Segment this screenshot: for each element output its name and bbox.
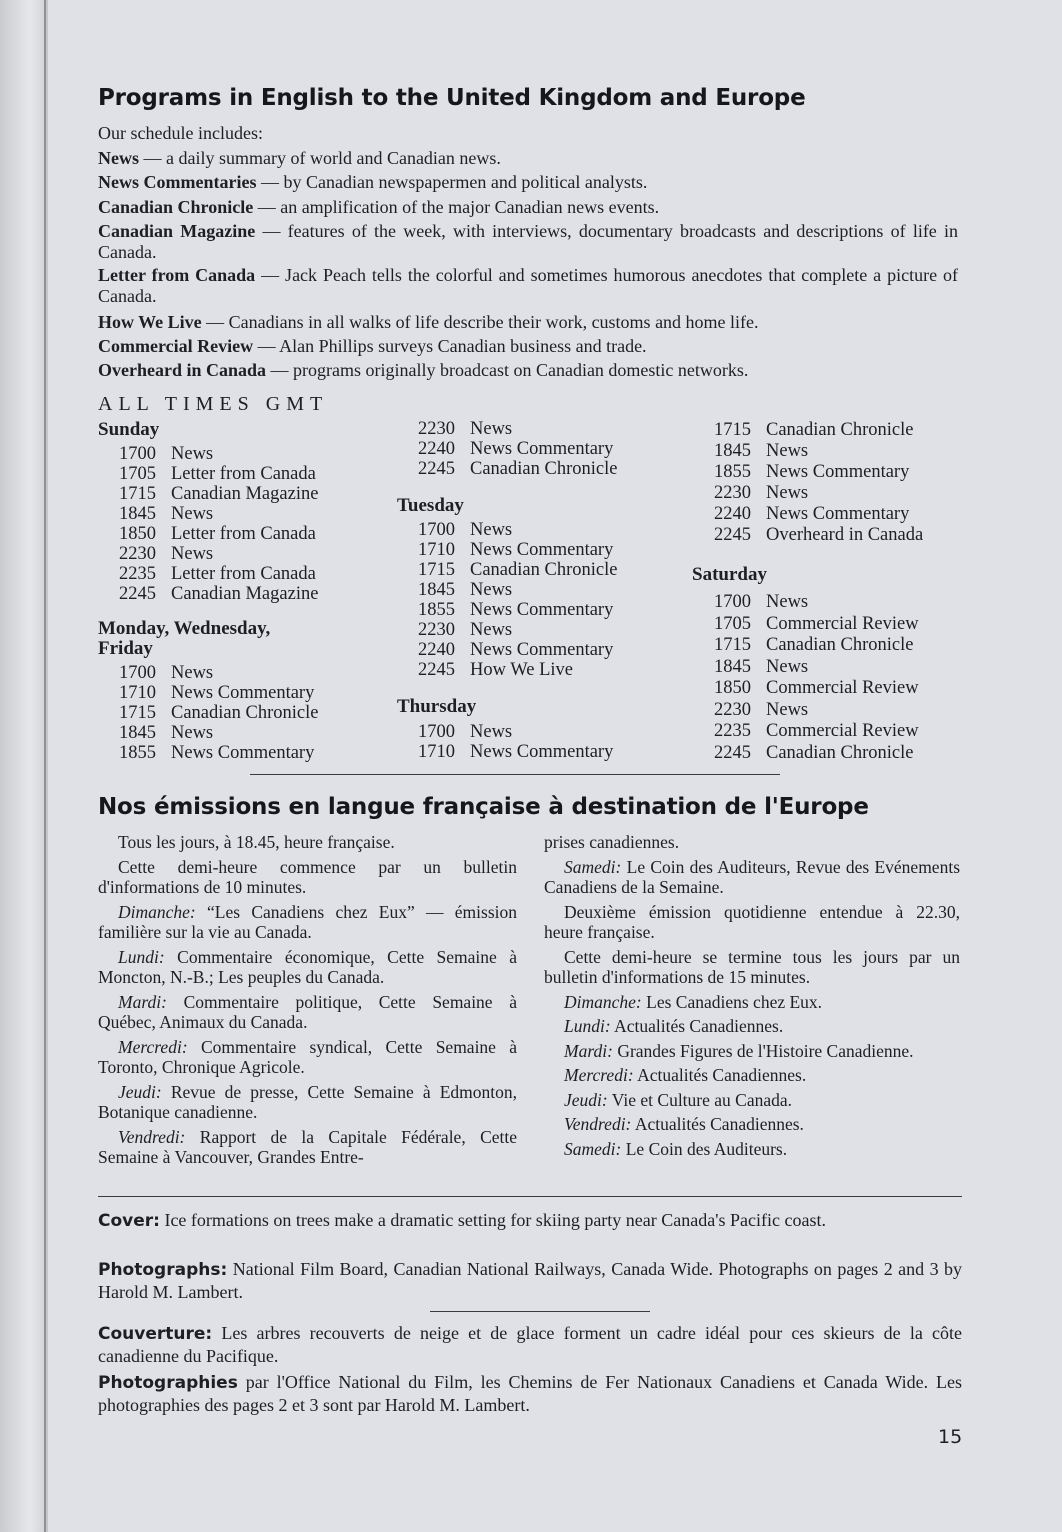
schedule-entry: 2230 News bbox=[119, 544, 214, 564]
french-programs-title: Nos émissions en langue française à destination de l'Europe bbox=[98, 794, 869, 820]
schedule-tuesday bbox=[418, 520, 617, 680]
schedule-entry: 2230 News bbox=[714, 483, 809, 503]
day-mwf-line2: Friday bbox=[98, 638, 153, 659]
day-thursday: Thursday bbox=[397, 696, 477, 717]
schedule-entry: 2230 News bbox=[418, 620, 513, 640]
program-name: News bbox=[98, 148, 139, 168]
schedule-entry: 2245 Canadian Chronicle bbox=[714, 742, 914, 763]
schedule-entry: 1715 Canadian Chronicle bbox=[119, 703, 319, 723]
program-name: News Commentaries bbox=[98, 172, 257, 192]
couverture-credit bbox=[98, 1322, 962, 1367]
schedule-entry: 2240 News Commentary bbox=[418, 640, 614, 660]
program-description: — features of the week, with interviews, documentary broadcasts and descriptions of life in Canada. bbox=[98, 221, 959, 262]
schedule-entry: 1845 News bbox=[119, 504, 214, 524]
french-day-entry: Vendredi: Actualités Canadiennes. bbox=[564, 1114, 804, 1134]
french-paragraph: Cette demi-heure commence par un bulletin d'informations de 10 minutes. bbox=[98, 856, 517, 897]
french-day-entry: Jeudi: Revue de presse, Cette Semaine à Edmonton, Botanique canadienne. bbox=[98, 1081, 517, 1122]
schedule-entry: 1850 Letter from Canada bbox=[119, 524, 316, 544]
program-name: Canadian Magazine bbox=[98, 221, 256, 241]
schedule-entry: 1855 News Commentary bbox=[119, 743, 315, 763]
french-day-entry: Samedi: Le Coin des Auditeurs. bbox=[564, 1138, 788, 1159]
schedule-entry: 1715 Canadian Chronicle bbox=[714, 635, 914, 655]
schedule-entry: 1845 News bbox=[418, 580, 513, 600]
page-number: 15 bbox=[938, 1426, 963, 1448]
french-day-entry: Lundi: Actualités Canadiennes. bbox=[564, 1016, 784, 1036]
program-description: — a daily summary of world and Canadian news. bbox=[143, 148, 501, 168]
credits-divider bbox=[98, 1196, 962, 1197]
program-description: — Canadians in all walks of life describe their work, customs and home life. bbox=[206, 312, 759, 332]
program-desc-overheard-in-canada bbox=[98, 359, 748, 381]
french-day-entry: Dimanche: “Les Canadiens chez Eux” — émission familière sur la vie au Canada. bbox=[98, 901, 517, 942]
schedule-entry: 2245 Canadian Magazine bbox=[119, 584, 319, 604]
schedule-entry: 2230 News bbox=[418, 419, 513, 439]
schedule-entry: 1845 News bbox=[714, 441, 809, 461]
section-divider bbox=[250, 774, 780, 775]
program-desc-commercial-review bbox=[98, 335, 647, 357]
schedule-mwf-continued bbox=[418, 419, 617, 479]
program-name: Commercial Review bbox=[98, 336, 254, 356]
program-description: — by Canadian newspapermen and political analysts. bbox=[260, 172, 648, 192]
english-programs-title: Programs in English to the United Kingdom and Europe bbox=[98, 85, 806, 111]
schedule-entry: 1850 Commercial Review bbox=[714, 678, 919, 698]
day-monday-wednesday-friday: Monday, Wednesday, bbox=[98, 618, 271, 639]
credit-label: Couverture: bbox=[98, 1324, 213, 1344]
schedule-entry: 2245 Overheard in Canada bbox=[714, 525, 924, 545]
schedule-entry: 1855 News Commentary bbox=[714, 462, 910, 482]
schedule-thursday-continued bbox=[714, 420, 923, 546]
program-desc-letter-from-canada bbox=[98, 265, 958, 307]
schedule-entry: 1700 News bbox=[714, 592, 809, 612]
french-paragraph: Cette demi-heure se termine tous les jours par un bulletin d'informations de 15 minutes. bbox=[544, 946, 960, 987]
program-desc-canadian-chronicle bbox=[98, 196, 659, 218]
program-desc-news bbox=[98, 147, 501, 169]
schedule-entry: 1845 News bbox=[714, 656, 809, 677]
french-day-entry: Mardi: Grandes Figures de l'Histoire Canadienne. bbox=[564, 1040, 914, 1061]
french-continuation: prises canadiennes. bbox=[544, 832, 680, 852]
schedule-entry: 1705 Letter from Canada bbox=[119, 464, 316, 484]
program-desc-how-we-live bbox=[98, 311, 759, 333]
program-name: Canadian Chronicle bbox=[98, 197, 254, 217]
program-description: — programs originally broadcast on Canadian domestic networks. bbox=[270, 360, 749, 380]
french-paragraph: Tous les jours, à 18.45, heure française. bbox=[118, 832, 395, 852]
times-header: ALL TIMES GMT bbox=[98, 393, 329, 415]
day-sunday: Sunday bbox=[98, 419, 160, 440]
french-day-entry: Mardi: Commentaire politique, Cette Semaine à Québec, Animaux du Canada. bbox=[98, 991, 517, 1032]
french-day-entry: Mercredi: Commentaire syndical, Cette Semaine à Toronto, Chronique Agricole. bbox=[98, 1036, 518, 1077]
french-day-entry: Mercredi: Actualités Canadiennes. bbox=[564, 1065, 807, 1085]
schedule-entry: 1845 News bbox=[119, 723, 214, 743]
day-tuesday: Tuesday bbox=[397, 495, 464, 516]
cover-credit bbox=[98, 1209, 962, 1232]
credit-label: Cover: bbox=[98, 1211, 160, 1231]
program-description: — Alan Phillips surveys Canadian business and trade. bbox=[257, 336, 647, 356]
schedule-entry: 1700 News bbox=[418, 722, 513, 742]
schedule-intro: Our schedule includes: bbox=[98, 123, 263, 143]
schedule-entry: 2245 Canadian Chronicle bbox=[418, 459, 618, 479]
schedule-sunday bbox=[119, 444, 318, 604]
schedule-saturday bbox=[714, 592, 919, 764]
french-column-left bbox=[98, 832, 517, 1172]
schedule-entry: 1705 Commercial Review bbox=[714, 613, 919, 634]
schedule-entry: 1710 News Commentary bbox=[418, 742, 614, 762]
program-name: Letter from Canada bbox=[98, 265, 256, 285]
photographs-credit bbox=[98, 1258, 962, 1303]
program-description: — Jack Peach tells the colorful and sometimes humorous anecdotes that complete a picture of Canada. bbox=[98, 265, 959, 306]
day-saturday: Saturday bbox=[692, 564, 767, 585]
french-column-right bbox=[544, 832, 960, 1163]
program-name: Overheard in Canada bbox=[98, 360, 267, 380]
schedule-entry: 2230 News bbox=[714, 699, 809, 720]
credit-label: Photographies bbox=[98, 1373, 238, 1393]
credits-small-divider bbox=[430, 1311, 650, 1312]
schedule-entry: 1715 Canadian Magazine bbox=[119, 484, 319, 504]
schedule-entry: 1710 News Commentary bbox=[418, 540, 614, 560]
credit-label: Photographs: bbox=[98, 1260, 228, 1280]
french-day-entry: Vendredi: Rapport de la Capitale Fédérale, Cette Semaine à Vancouver, Grandes Entre- bbox=[98, 1126, 517, 1167]
photographies-credit bbox=[98, 1371, 962, 1416]
program-description: — an amplification of the major Canadian news events. bbox=[257, 197, 660, 217]
schedule-mwf bbox=[119, 663, 318, 763]
french-day-entry: Samedi: Le Coin des Auditeurs, Revue des Evénements Canadiens de la Semaine. bbox=[544, 856, 960, 897]
program-desc-news-commentaries bbox=[98, 171, 647, 193]
french-day-entry: Dimanche: Les Canadiens chez Eux. bbox=[564, 991, 823, 1012]
schedule-entry: 2235 Commercial Review bbox=[714, 721, 919, 741]
french-day-entry: Jeudi: Vie et Culture au Canada. bbox=[564, 1089, 793, 1110]
credit-text: Ice formations on trees make a dramatic setting for skiing party near Canada's Pacific coast. bbox=[164, 1210, 826, 1230]
schedule-entry: 1855 News Commentary bbox=[418, 600, 614, 620]
french-day-entry: Lundi: Commentaire économique, Cette Semaine à Moncton, N.-B.; Les peuples du Canada. bbox=[98, 946, 518, 987]
program-desc-canadian-magazine bbox=[98, 221, 958, 263]
schedule-entry: 1715 Canadian Chronicle bbox=[714, 420, 914, 440]
credit-text: Les arbres recouverts de neige et de glace forment un cadre idéal pour ces skieurs de la côte canadienne du Pacifique. bbox=[98, 1323, 962, 1366]
schedule-entry: 1710 News Commentary bbox=[119, 683, 315, 703]
schedule-entry: 2240 News Commentary bbox=[714, 504, 910, 524]
schedule-entry: 1700 News bbox=[418, 520, 513, 540]
schedule-entry: 2240 News Commentary bbox=[418, 439, 614, 459]
program-name: How We Live bbox=[98, 312, 202, 332]
schedule-entry: 1700 News bbox=[119, 663, 214, 683]
schedule-entry: 2235 Letter from Canada bbox=[119, 564, 316, 584]
schedule-entry: 1700 News bbox=[119, 444, 214, 464]
schedule-entry: 1715 Canadian Chronicle bbox=[418, 560, 618, 580]
french-paragraph: Deuxième émission quotidienne entendue à 22.30, heure française. bbox=[544, 901, 960, 942]
schedule-entry: 2245 How We Live bbox=[418, 660, 573, 680]
schedule-thursday bbox=[418, 722, 613, 762]
credit-text: National Film Board, Canadian National Railways, Canada Wide. Photographs on pages 2 and 3 by Harold M. Lambert. bbox=[98, 1259, 963, 1302]
credit-text: par l'Office National du Film, les Chemins de Fer Nationaux Canadiens et Canada Wide. Les photographies des pages 2 et 3 sont par Harold M. Lambert. bbox=[98, 1372, 962, 1415]
